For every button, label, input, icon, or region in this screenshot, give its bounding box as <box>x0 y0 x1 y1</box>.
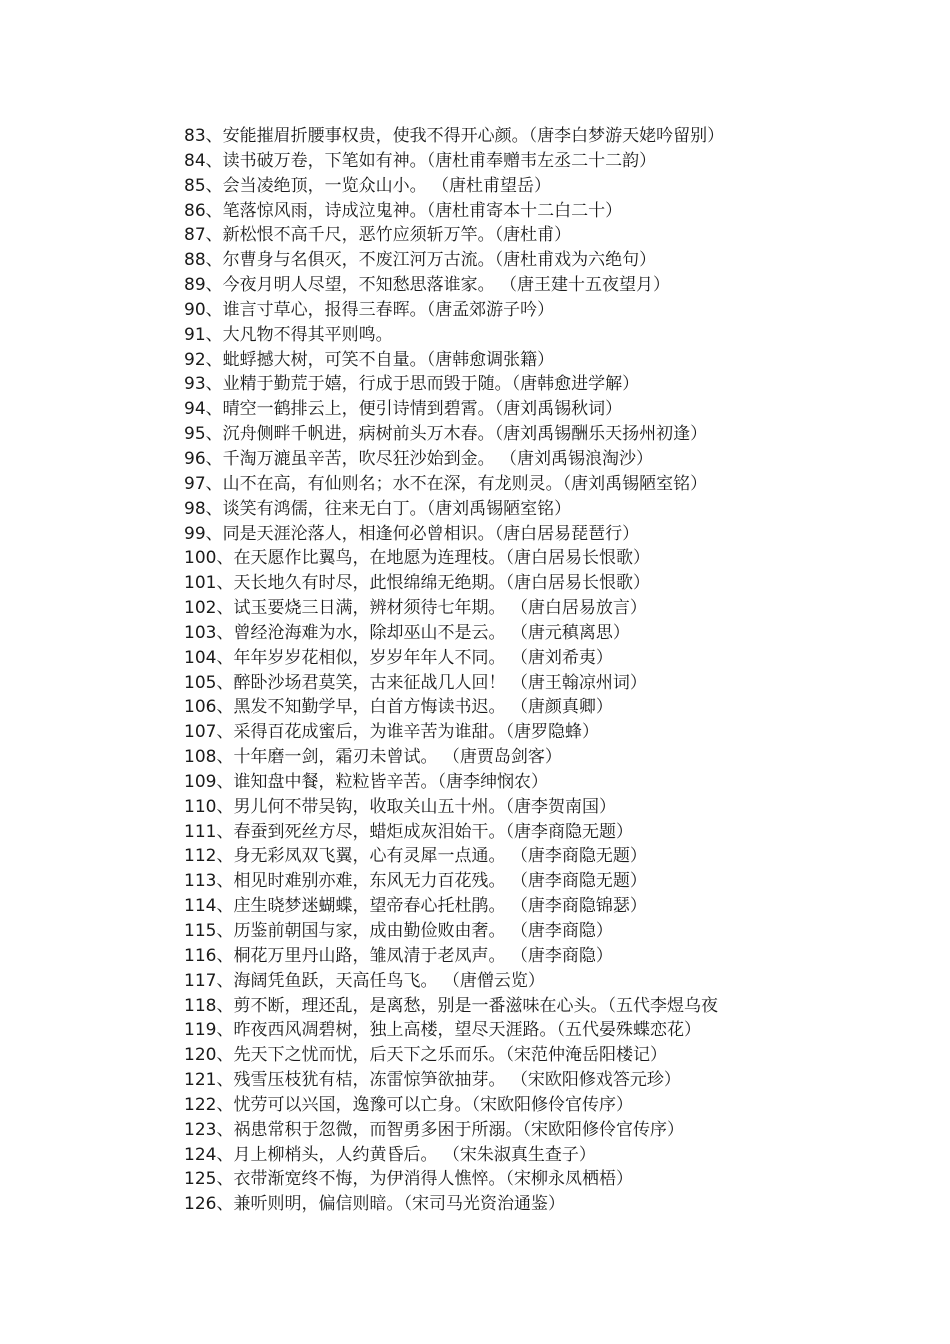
quote-line: 116、桐花万里丹山路，雏凤清于老凤声。 （唐李商隐） <box>184 945 613 966</box>
quote-line: 120、先天下之忧而忧，后天下之乐而乐。（宋范仲淹岳阳楼记） <box>184 1045 667 1066</box>
quote-line: 102、试玉要烧三日满，辨材须待七年期。 （唐白居易放言） <box>184 598 647 619</box>
quote-line: 118、剪不断，理还乱，是离愁，别是一番滋味在心头。（五代李煜乌夜 <box>184 995 718 1016</box>
quote-line: 96、千淘万漉虽辛苦，吹尽狂沙始到金。 （唐刘禹锡浪淘沙） <box>184 448 654 469</box>
quote-line: 95、沉舟侧畔千帆进，病树前头万木春。（唐刘禹锡酬乐天扬州初逢） <box>184 424 708 445</box>
quote-line: 98、谈笑有鸿儒，往来无白丁。（唐刘禹锡陋室铭） <box>184 498 572 519</box>
quote-line: 112、身无彩凤双飞翼，心有灵犀一点通。 （唐李商隐无题） <box>184 846 647 867</box>
quote-line: 115、历鉴前朝国与家，成由勤俭败由奢。 （唐李商隐） <box>184 921 613 941</box>
quote-line: 123、祸患常积于忽微，而智勇多困于所溺。（宋欧阳修伶官传序） <box>184 1119 684 1140</box>
quote-line: 97、山不在高，有仙则名；水不在深，有龙则灵。（唐刘禹锡陋室铭） <box>184 473 708 494</box>
quote-line: 84、读书破万卷，下笔如有神。（唐杜甫奉赠韦左丞二十二韵） <box>184 150 657 171</box>
quote-line: 89、今夜月明人尽望，不知愁思落谁家。 （唐王建十五夜望月） <box>184 275 671 296</box>
quote-line: 85、会当凌绝顶，一览众山小。 （唐杜甫望岳） <box>184 175 552 196</box>
quote-line: 109、谁知盘中餐，粒粒皆辛苦。（唐李绅悯农） <box>184 771 548 792</box>
quote-line: 107、采得百花成蜜后，为谁辛苦为谁甜。（唐罗隐蜂） <box>184 722 599 743</box>
quote-line: 94、晴空一鹤排云上，便引诗情到碧霄。（唐刘禹锡秋词） <box>184 399 623 420</box>
quote-line: 117、海阔凭鱼跃，天高任鸟飞。 （唐僧云览） <box>184 970 545 991</box>
quote-line: 125、衣带渐宽终不悔，为伊消得人憔悴。（宋柳永凤栖梧） <box>184 1169 633 1190</box>
quote-line: 90、谁言寸草心，报得三春晖。（唐孟郊游子吟） <box>184 299 555 320</box>
quote-line: 111、春蚕到死丝方尽，蜡炬成灰泪始干。（唐李商隐无题） <box>184 821 633 842</box>
quote-line: 99、同是天涯沦落人，相逢何必曾相识。（唐白居易琵琶行） <box>184 523 640 544</box>
quote-line: 119、昨夜西风凋碧树，独上高楼，望尽天涯路。（五代晏殊蝶恋花） <box>184 1020 701 1041</box>
quote-line: 93、业精于勤荒于嬉，行成于思而毁于随。（唐韩愈进学解） <box>184 374 640 395</box>
quote-line: 122、忧劳可以兴国，逸豫可以亡身。（宋欧阳修伶官传序） <box>184 1094 633 1115</box>
quote-line: 106、黑发不知勤学早，白首方悔读书迟。 （唐颜真卿） <box>184 697 613 718</box>
quote-line: 86、笔落惊风雨，诗成泣鬼神。（唐杜甫寄本十二白二十） <box>184 200 623 221</box>
quote-line: 91、大凡物不得其平则鸣。 <box>184 324 393 345</box>
quote-line: 124、月上柳梢头，人约黄昏后。 （宋朱淑真生查子） <box>184 1144 596 1165</box>
quote-line: 83、安能摧眉折腰事权贵，使我不得开心颜。（唐李白梦游天姥吟留别） <box>184 126 725 146</box>
quote-line: 121、残雪压枝犹有桔，冻雷惊笋欲抽芽。 （宋欧阳修戏答元珍） <box>184 1070 681 1091</box>
quote-line: 104、年年岁岁花相似，岁岁年年人不同。 （唐刘希夷） <box>184 647 613 668</box>
quote-line: 88、尔曹身与名俱灭，不废江河万古流。（唐杜甫戏为六绝句） <box>184 250 657 271</box>
quote-line: 101、天长地久有时尽，此恨绵绵无绝期。（唐白居易长恨歌） <box>184 573 650 594</box>
quote-line: 100、在天愿作比翼鸟，在地愿为连理枝。（唐白居易长恨歌） <box>184 548 650 569</box>
quote-line: 87、新松恨不高千尺，恶竹应须斩万竿。（唐杜甫） <box>184 225 572 246</box>
quote-line: 114、庄生晓梦迷蝴蝶，望帝春心托杜鹃。 （唐李商隐锦瑟） <box>184 896 647 917</box>
quote-line: 92、蚍蜉撼大树，可笑不自量。（唐韩愈调张籍） <box>184 349 555 370</box>
quote-line: 126、兼听则明，偏信则暗。（宋司马光资治通鉴） <box>184 1194 565 1215</box>
quote-line: 105、醉卧沙场君莫笑，古来征战几人回！ （唐王翰凉州词） <box>184 672 647 693</box>
quote-line: 108、十年磨一剑，霜刃未曾试。 （唐贾岛剑客） <box>184 747 562 768</box>
quote-line: 113、相见时难别亦难，东风无力百花残。 （唐李商隐无题） <box>184 871 647 892</box>
quote-list <box>184 124 884 1217</box>
quote-line: 103、曾经沧海难为水，除却巫山不是云。 （唐元稹离思） <box>184 622 630 643</box>
quote-line: 110、男儿何不带吴钩，收取关山五十州。（唐李贺南国） <box>184 796 616 817</box>
